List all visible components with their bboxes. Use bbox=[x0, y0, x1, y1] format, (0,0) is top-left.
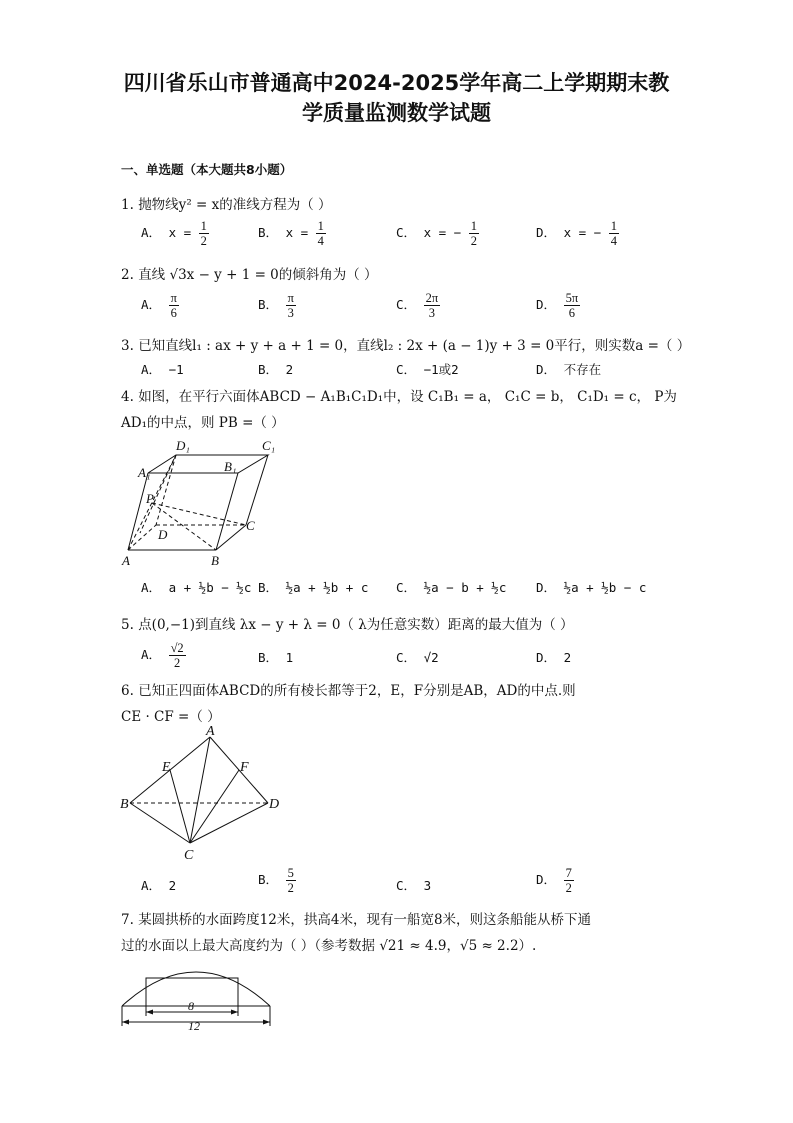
q5-option-a: A． $\frac{√2}{2}$ bbox=[141, 641, 184, 670]
label-b1: B₁ bbox=[224, 459, 237, 474]
question-7-line2: 过的水面以上最大高度约为（ ）（参考数据 √21 ≈ 4.9，√5 ≈ 2.2）. bbox=[121, 938, 537, 954]
label-e: E bbox=[162, 760, 171, 775]
q5-option-b: B． 1 bbox=[258, 650, 294, 665]
label-d: D bbox=[158, 527, 168, 542]
label-a1: A₁ bbox=[138, 465, 151, 480]
question-2 bbox=[121, 263, 378, 283]
question-text: 抛物线y² = x的准线方程为（ ） bbox=[138, 197, 332, 213]
label-d1: D₁ bbox=[176, 438, 190, 453]
segment-pc bbox=[152, 503, 246, 525]
question-3 bbox=[121, 334, 690, 354]
question-text: 已知直线l₁ : ax + y + a + 1 = 0，直线l₂ : 2x + (a − 1)y + 3 = 0平行，则实数a =（ ） bbox=[138, 338, 691, 354]
question-6-line2: CE · CF =（ ） bbox=[121, 709, 221, 725]
q1-option-d: D． x = − $\frac{1}{4}$ bbox=[536, 219, 617, 248]
tetrahedron-figure bbox=[118, 725, 288, 865]
q2-option-a: A． $\frac{\pi}{6}$ bbox=[141, 291, 177, 320]
label-f: F bbox=[240, 760, 249, 775]
section-heading: 一、单选题（本大题共8小题） bbox=[121, 162, 293, 177]
q3-option-b: B． 2 bbox=[258, 362, 294, 377]
label-c1: C₁ bbox=[262, 438, 276, 453]
q6-option-b: B． $\frac{5}{2}$ bbox=[258, 866, 294, 895]
question-7 bbox=[121, 908, 591, 928]
question-1 bbox=[121, 193, 332, 213]
question-4 bbox=[121, 385, 677, 405]
label-d: D bbox=[269, 797, 280, 812]
q3-option-c: C． −1或2 bbox=[396, 362, 459, 377]
q1-option-c: C． x = − $\frac{1}{2}$ bbox=[396, 219, 477, 248]
edge-aa1 bbox=[128, 473, 148, 550]
label-a: A bbox=[206, 725, 215, 739]
exam-title-line2: 学质量监测数学试题 bbox=[302, 101, 491, 125]
q6-option-c: C． 3 bbox=[396, 878, 432, 893]
q2-option-b: B． $\frac{\pi}{3}$ bbox=[258, 291, 294, 320]
label-b: B bbox=[120, 797, 129, 812]
edge-ad bbox=[128, 525, 156, 550]
q6-option-a: A． 2 bbox=[141, 878, 177, 893]
question-number: 2. bbox=[121, 267, 134, 283]
question-5 bbox=[121, 613, 574, 633]
parallelepiped-figure bbox=[118, 433, 283, 568]
q4-option-c: C． ½a − b + ½c bbox=[396, 580, 507, 595]
question-number: 6. bbox=[121, 683, 134, 699]
q2-option-d: D． $\frac{5\pi}{6}$ bbox=[536, 291, 579, 320]
question-text: 点(0,−1)到直线 λx − y + λ = 0（ λ为任意实数）距离的最大值为（ ） bbox=[138, 617, 574, 633]
question-number: 4. bbox=[121, 389, 134, 405]
edge-ac bbox=[190, 737, 210, 843]
question-text: 直线 √3x − y + 1 = 0的倾斜角为（ ） bbox=[138, 267, 378, 283]
q3-option-a: A． −1 bbox=[141, 362, 184, 377]
q3-option-d: D． 不存在 bbox=[536, 362, 602, 377]
label-c: C bbox=[184, 848, 194, 863]
q1-option-a: A． x = $\frac{1}{2}$ bbox=[141, 219, 207, 248]
arch-curve bbox=[122, 972, 270, 1006]
arch-bridge-figure bbox=[116, 960, 276, 1032]
q2-option-c: C． $\frac{2\pi}{3}$ bbox=[396, 291, 439, 320]
q4-option-b: B． ½a + ½b + c bbox=[258, 580, 369, 595]
edge-dc bbox=[190, 803, 268, 843]
q5-option-c: C． √2 bbox=[396, 650, 439, 665]
top-face bbox=[148, 455, 268, 473]
question-text: 某圆拱桥的水面跨度12米，拱高4米，现有一船宽8米，则这条船能从桥下通 bbox=[138, 912, 592, 928]
edge-bc bbox=[216, 525, 246, 550]
label-8: 8 bbox=[188, 999, 194, 1013]
question-6 bbox=[121, 679, 576, 699]
q4-option-a: A． a + ½b − ½c bbox=[141, 580, 252, 595]
edge-bb1 bbox=[216, 473, 238, 550]
label-p: P bbox=[146, 491, 154, 506]
question-text: 已知正四面体ABCD的所有棱长都等于2，E，F分别是AB，AD的中点.则 bbox=[138, 683, 576, 699]
q1-option-b: B． x = $\frac{1}{4}$ bbox=[258, 219, 324, 248]
exam-title-line1: 四川省乐山市普通高中2024-2025学年高二上学期期末教 bbox=[123, 71, 670, 95]
q5-option-d: D． 2 bbox=[536, 650, 572, 665]
label-a: A bbox=[122, 553, 130, 568]
question-4-line2: AD₁的中点，则 PB =（ ） bbox=[121, 415, 285, 431]
question-number: 3. bbox=[121, 338, 134, 354]
label-12: 12 bbox=[188, 1019, 200, 1032]
edge-cc1 bbox=[246, 455, 268, 525]
label-b: B bbox=[211, 553, 219, 568]
q6-option-d: D． $\frac{7}{2}$ bbox=[536, 866, 572, 895]
question-number: 1. bbox=[121, 197, 134, 213]
question-number: 5. bbox=[121, 617, 134, 633]
label-c: C bbox=[246, 518, 255, 533]
question-text: 如图，在平行六面体ABCD − A₁B₁C₁D₁中，设 C₁B₁ = a， C₁C = b， C₁D₁ = c， P为 bbox=[138, 389, 677, 405]
q4-option-d: D． ½a + ½b − c bbox=[536, 580, 647, 595]
question-number: 7. bbox=[121, 912, 134, 928]
